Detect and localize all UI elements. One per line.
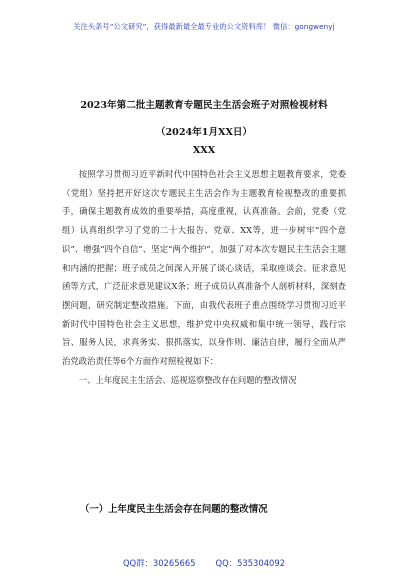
subsection-heading: （一）上年度民主生活会存在问题的整改情况 [80, 504, 268, 515]
body-text [62, 165, 346, 389]
promo-banner: 关注头条号“公文研究”，获得最新最全最专业的公文资料库！ 微信：gongwenyj [73, 22, 335, 31]
paragraph-intro: 按照学习贯彻习近平新时代中国特色社会主义思想主题教育要求，党委（党组）坚持把开好这次专题民主生活会作为主题教育检视整改的重要抓手，确保主题教育成效的重要举措，高度重视，认真准备。会前，党委（党组）认真组织学习了党的二十大报告、党章、XX等，进一步树牢“四个意识”、增强“四个自信”、坚定“两个维护”，加强了对本次专题民主生活会主题和内涵的把握；班子成员之间深入开展了谈心谈话，采取座谈会、征求意见函等方式，广泛征求意见建议X条；班子成员认真准备个人剖析材料，深刻查摆问题，研究制定整改措施。下面，由我代表班子重点围绕学习贯彻习近平新时代中国特色社会主义思想，维护党中央权威和集中统一领导，践行宗旨、服务人民，求真务实、狠抓落实，以身作则、廉洁自律，履行全面从严治党政治责任等6个方面作对照检视如下： [62, 169, 346, 367]
footer-qq: QQ：535304092 [215, 558, 286, 568]
document-date: （2024年1月XX日） [155, 127, 253, 138]
document-author: XXX [192, 145, 216, 156]
section-heading-1: 一、上年度民主生活会、巡视巡察整改存在问题的整改情况 [78, 374, 297, 385]
footer-qq-group: QQ群：30265665 [122, 558, 196, 568]
document-title: 2023年第二批主题教育专题民主生活会班子对照检视材料 [80, 100, 328, 111]
footer [0, 557, 408, 569]
